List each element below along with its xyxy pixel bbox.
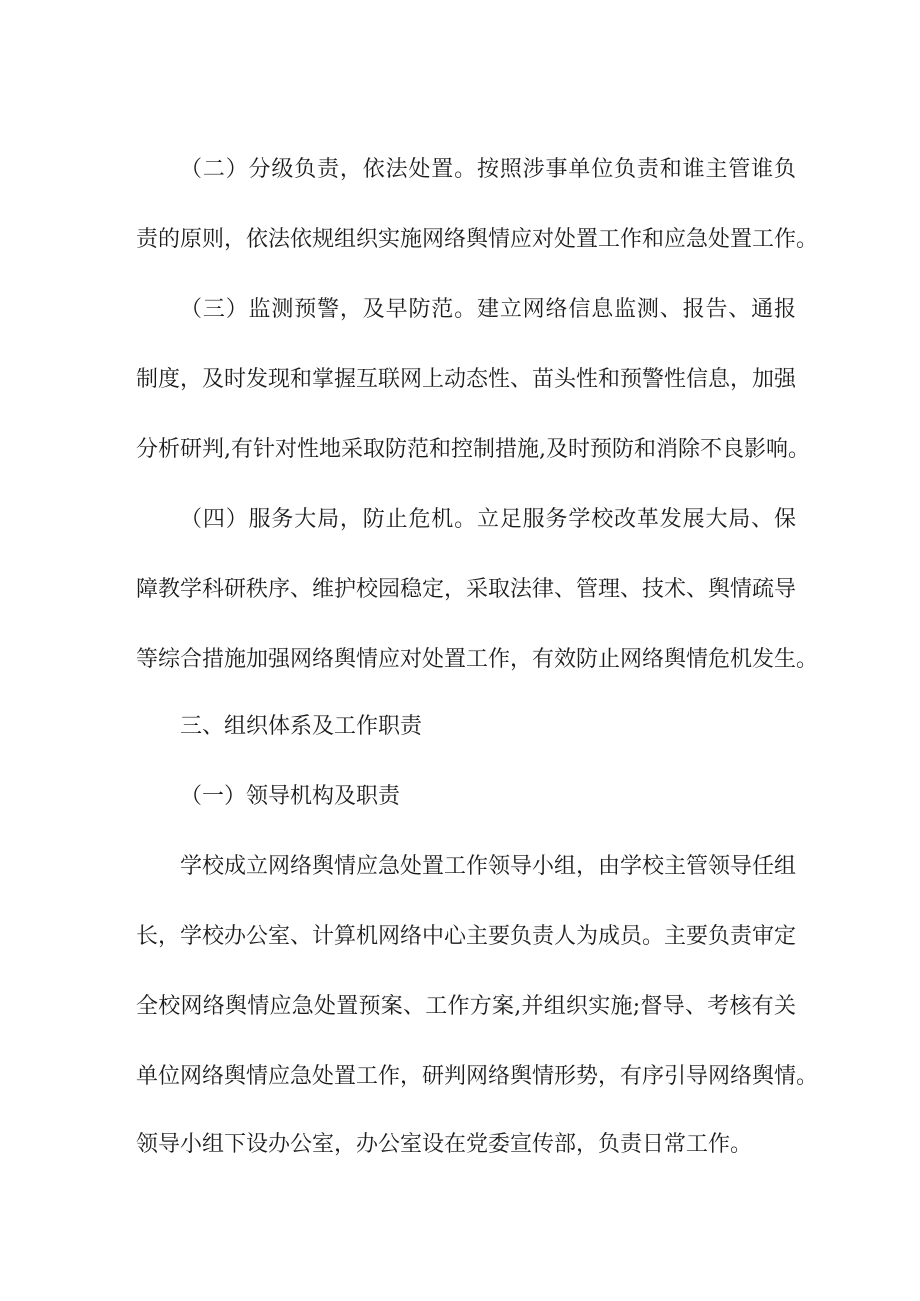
paragraph-line: （四）服务大局，防止危机。立足服务学校改革发展大局、保 — [180, 507, 796, 532]
paragraph-line: （二）分级负责，依法处置。按照涉事单位负责和谁主管谁负 — [180, 157, 796, 182]
paragraph-line: （三）监测预警，及早防范。建立网络信息监测、报告、通报 — [180, 297, 796, 322]
paragraph-line: 障教学科研秩序、维护校园稳定，采取法律、管理、技术、舆情疏导 — [136, 577, 797, 602]
paragraph-line: 单位网络舆情应急处置工作，研判网络舆情形势，有序引导网络舆情。 — [136, 1064, 819, 1089]
paragraph-line: 领导小组下设办公室，办公室设在党委宣传部，负责日常工作。 — [136, 1132, 753, 1157]
paragraph-line: 责的原则，依法依规组织实施网络舆情应对处置工作和应急处置工作。 — [136, 227, 819, 252]
paragraph-line: 分析研判,有针对性地采取防范和控制措施,及时预防和消除不良影响。 — [136, 437, 810, 462]
subsection-heading: （一）领导机构及职责 — [180, 784, 401, 809]
paragraph-line: 制度，及时发现和掌握互联网上动态性、苗头性和预警性信息，加强 — [136, 367, 797, 392]
paragraph-line: 长，学校办公室、计算机网络中心主要负责人为成员。主要负责审定 — [136, 924, 797, 949]
section-heading: 三、组织体系及工作职责 — [180, 714, 423, 739]
paragraph-line: 等综合措施加强网络舆情应对处置工作，有效防止网络舆情危机发生。 — [136, 647, 819, 672]
paragraph-line: 全校网络舆情应急处置预案、工作方案,并组织实施;督导、考核有关 — [136, 994, 796, 1019]
paragraph-line: 学校成立网络舆情应急处置工作领导小组，由学校主管领导任组 — [180, 854, 797, 879]
